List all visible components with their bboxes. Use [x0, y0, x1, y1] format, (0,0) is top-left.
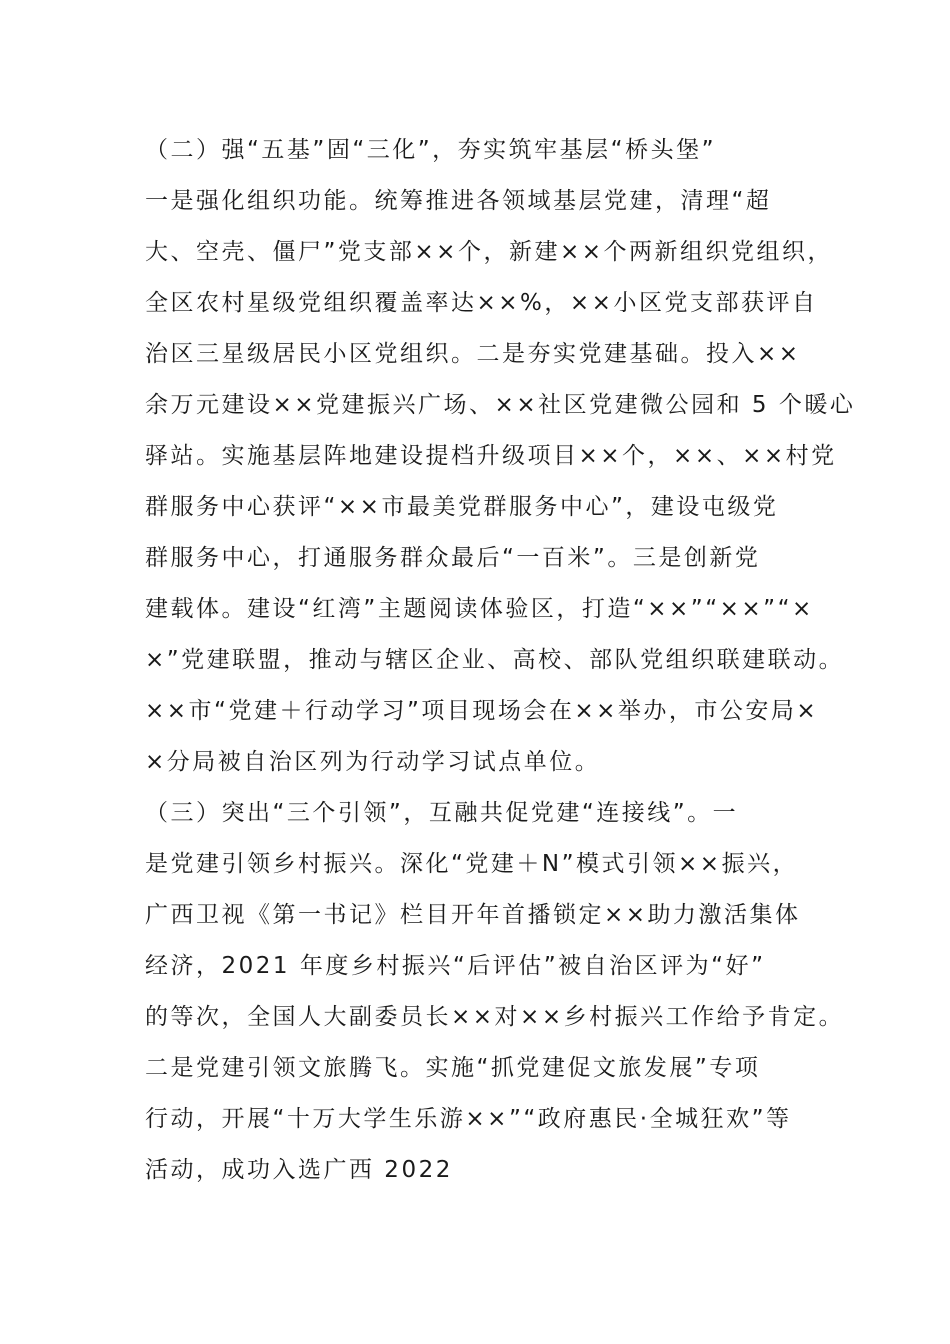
text-line: （二）强“五基”固“三化”，夯实筑牢基层“桥头堡” [145, 137, 716, 163]
text-line: 是党建引领乡村振兴。深化“党建＋N”模式引领××振兴， [145, 851, 799, 877]
text-line: 建载体。建设“红湾”主题阅读体验区，打造“××”“××”“× [145, 596, 814, 622]
text-line: 行动，开展“十万大学生乐游××”“政府惠民·全城狂欢”等 [145, 1106, 792, 1132]
text-line: 活动，成功入选广西 2022 [145, 1157, 453, 1183]
text-line: 的等次，全国人大副委员长××对××乡村振兴工作给予肯定。 [145, 1004, 845, 1030]
text-line: 治区三星级居民小区党组织。二是夯实党建基础。投入×× [145, 341, 801, 367]
text-line: 经济，2021 年度乡村振兴“后评估”被自治区评为“好” [145, 953, 766, 979]
text-line: ×分局被自治区列为行动学习试点单位。 [145, 749, 601, 775]
text-line: 驿站。实施基层阵地建设提档升级项目××个，××、××村党 [145, 443, 837, 469]
text-line: 一是强化组织功能。统筹推进各领域基层党建，清理“超 [145, 188, 772, 214]
text-line: ××市“党建＋行动学习”项目现场会在××举办，市公安局× [145, 698, 819, 724]
text-line: 二是党建引领文旅腾飞。实施“抓党建促文旅发展”专项 [145, 1055, 761, 1081]
text-line: 全区农村星级党组织覆盖率达××%，××小区党支部获评自 [145, 290, 818, 316]
text-line: ×”党建联盟，推动与辖区企业、高校、部队党组织联建联动。 [145, 647, 845, 673]
text-line: （三）突出“三个引领”，互融共促党建“连接线”。一 [145, 800, 739, 826]
text-line: 大、空壳、僵尸”党支部××个，新建××个两新组织党组织， [145, 239, 834, 265]
text-line: 广西卫视《第一书记》栏目开年首播锁定××助力激活集体 [145, 902, 801, 928]
text-line: 群服务中心获评“××市最美党群服务中心”，建设屯级党 [145, 494, 779, 520]
text-line: 余万元建设××党建振兴广场、××社区党建微公园和 5 个暖心 [145, 392, 856, 418]
text-line: 群服务中心，打通服务群众最后“一百米”。三是创新党 [145, 545, 761, 571]
